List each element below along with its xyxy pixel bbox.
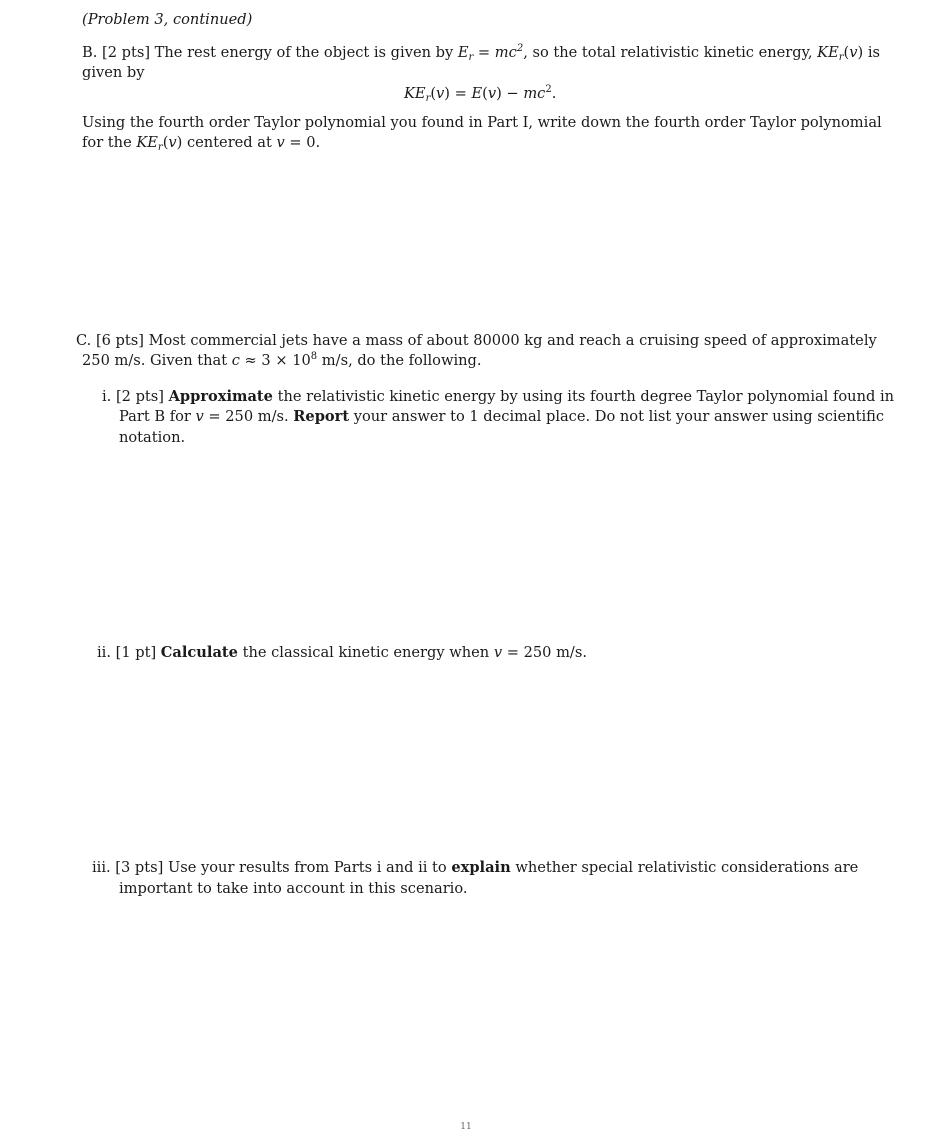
part-c-line-1: C. [6 pts] Most commercial jets have a mass of about 80000 kg and reach a cruising speed of approximately <box>76 332 877 349</box>
speed-of-light-equation: $c \approx 3 \times 10^8$ m/s <box>231 351 349 369</box>
part-b-label: B. <box>82 44 98 61</box>
sub-iii-points: [3 pts] <box>115 859 164 876</box>
rest-energy-equation: $E_r = mc^2$ <box>457 43 524 63</box>
explain-keyword: explain <box>451 859 511 876</box>
part-c-line-2: 250 m/s. Given that $c \approx 3 \times 10^8$ m/s, do the following. <box>82 351 482 369</box>
sub-iii-line-2: important to take into account in this scenario. <box>119 880 468 897</box>
v-250-equation-ii: v = 250 m/s. <box>493 644 587 661</box>
v-zero-equation: v = 0. <box>276 134 321 151</box>
part-c-points: [6 pts] <box>95 332 144 349</box>
part-b-points: [2 pts] <box>102 44 151 61</box>
sub-ii-label: ii. <box>97 644 111 661</box>
approximate-keyword: Approximate <box>168 388 273 405</box>
sub-iii-line-1: iii. [3 pts] Use your results from Parts i and ii to explain whether special relativistic considerations are <box>92 859 859 876</box>
report-keyword: Report <box>293 408 350 425</box>
sub-i-line-1: i. [2 pts] Approximate the relativistic kinetic energy by using its fourth degree Taylor polynomial found in <box>102 388 895 405</box>
sub-i-label: i. <box>102 388 112 405</box>
sub-i-points: [2 pts] <box>115 388 164 405</box>
part-b-instruction-line-2: for the $KE_r(v)$ centered at v = 0. <box>82 134 321 153</box>
sub-ii-points: [1 pt] <box>115 644 157 661</box>
sub-ii-line: ii. [1 pt] Calculate the classical kinetic energy when v = 250 m/s. <box>97 644 587 661</box>
sub-i-line-3: notation. <box>119 429 186 446</box>
v-250-equation: v = 250 m/s. <box>195 408 289 425</box>
page-number: 11 <box>460 1122 472 1132</box>
calculate-keyword: Calculate <box>160 644 238 661</box>
part-b-instruction-line-1: Using the fourth order Taylor polynomial you found in Part I, write down the fourth order Taylor polynomial <box>82 114 882 131</box>
part-b-text-2: , so the total relativistic kinetic energy, <box>523 44 813 61</box>
part-b-text-1: The rest energy of the object is given by <box>154 44 454 61</box>
sub-iii-label: iii. <box>92 859 111 876</box>
part-b-text-4: given by <box>82 64 145 81</box>
part-b-line-1 <box>82 43 902 63</box>
ke-display-equation: $KE_r(v) = E(v) - mc^2$. <box>404 84 557 104</box>
sub-i-line-2: Part B for v = 250 m/s. Report your answer to 1 decimal place. Do not list your answer using scientific <box>119 408 885 425</box>
part-c-label: C. <box>76 332 92 349</box>
continued-header: (Problem 3, continued) <box>82 11 253 28</box>
part-b-text-3: is <box>867 44 880 61</box>
ke-symbol: $KE_r(v)$ <box>817 44 864 63</box>
